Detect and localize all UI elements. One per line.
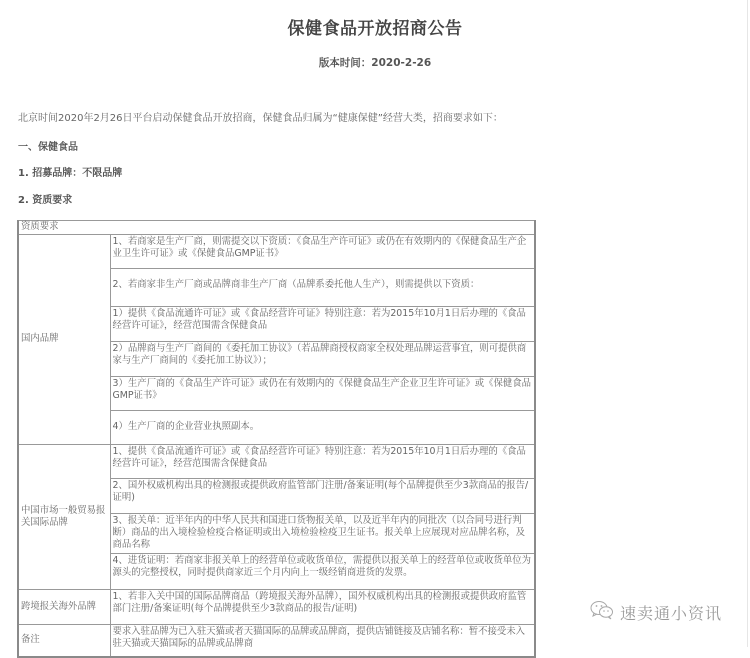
table-header: 资质要求 xyxy=(18,221,535,235)
table-row xyxy=(18,590,535,625)
version-time: 版本时间：2020-2-26 xyxy=(318,57,432,69)
subsection-qualification: 2. 资质要求 xyxy=(18,195,73,206)
requirement-cell: 4）生产厂商的企业营业执照副本。 xyxy=(110,411,535,445)
qualification-table xyxy=(17,220,536,658)
category-domestic-brand: 国内品牌 xyxy=(18,235,110,445)
requirement-cell: 2、国外权威机构出具的检测报或提供政府监管部门注册/备案证明(每个品牌提供至少3款商品的报告/证明) xyxy=(110,479,535,514)
requirement-cell: 1、若非入关中国的国际品牌商品（跨境报关海外品牌），国外权威机构出具的检测报或提供政府监管部门注册/备案证明(每个品牌提供至少3款商品的报告/证明) xyxy=(110,590,535,625)
page-edge-divider xyxy=(747,0,748,647)
intro-paragraph: 北京时间2020年2月26日平台启动保健食品开放招商，保健食品归属为“健康保健”经营大类，招商要求如下： xyxy=(18,113,503,124)
wechat-icon xyxy=(590,600,620,624)
requirement-cell: 1）提供《食品流通许可证》或《食品经营许可证》特别注意：若为2015年10月1日后办理的《食品经营许可证》，经营范围需含保健食品 xyxy=(110,307,535,342)
category-general-trade-international: 中国市场一般贸易报关国际品牌 xyxy=(18,445,110,590)
requirement-cell: 3）生产厂商的《食品生产许可证》或仍在有效期内的《保健食品生产企业卫生许可证》或《保健食品GMP证书》 xyxy=(110,377,535,411)
subsection-brand-recruitment: 1. 招募品牌：不限品牌 xyxy=(18,168,123,179)
table-row xyxy=(18,445,535,479)
requirement-cell: 1、提供《食品流通许可证》或《食品经营许可证》特别注意：若为2015年10月1日后办理的《食品经营许可证》，经营范围需含保健食品 xyxy=(110,445,535,479)
requirement-cell: 3、报关单：近半年内的中华人民共和国进口货物报关单，以及近半年内的同批次（以合同号进行判断）商品的出入境检验检疫合格证明或出入境检验检疫卫生证书。报关单上应展现对应品牌名称，及商品名称 xyxy=(110,514,535,554)
category-cross-border-overseas: 跨境报关海外品牌 xyxy=(18,590,110,625)
requirement-cell: 2、若商家非生产厂商或品牌商非生产厂商（品牌系委托他人生产），则需提供以下资质： xyxy=(110,269,535,307)
requirement-cell: 2）品牌商与生产厂商间的《委托加工协议》（若品牌商授权商家全权处理品牌运营事宜，则可提供商家与生产厂商间的《委托加工协议》）； xyxy=(110,342,535,377)
watermark-text: 速卖通小资讯 xyxy=(620,603,723,623)
table-header-row xyxy=(18,221,535,235)
requirement-cell: 要求入驻品牌为已入驻天猫或者天猫国际的品牌或品牌商，提供店铺链接及店铺名称：暂不接受未入驻天猫或天猫国际的品牌或品牌商 xyxy=(110,625,535,658)
requirement-cell: 4、进货证明：若商家非报关单上的经营单位或收货单位，需提供以报关单上的经营单位或收货单位为源头的完整授权，同时提供商家近三个月内向上一级经销商进货的发票。 xyxy=(110,554,535,590)
page-title: 保健食品开放招商公告 xyxy=(287,19,463,39)
watermark xyxy=(590,600,722,624)
table-row xyxy=(18,235,535,269)
category-remarks: 备注 xyxy=(18,625,110,658)
table-row xyxy=(18,625,535,658)
requirement-cell: 1、若商家是生产厂商，则需提交以下资质：《食品生产许可证》或仍在有效期内的《保健食品生产企业卫生许可证》或《保健食品GMP证书》 xyxy=(110,235,535,269)
section-heading: 一、保健食品 xyxy=(18,142,78,153)
